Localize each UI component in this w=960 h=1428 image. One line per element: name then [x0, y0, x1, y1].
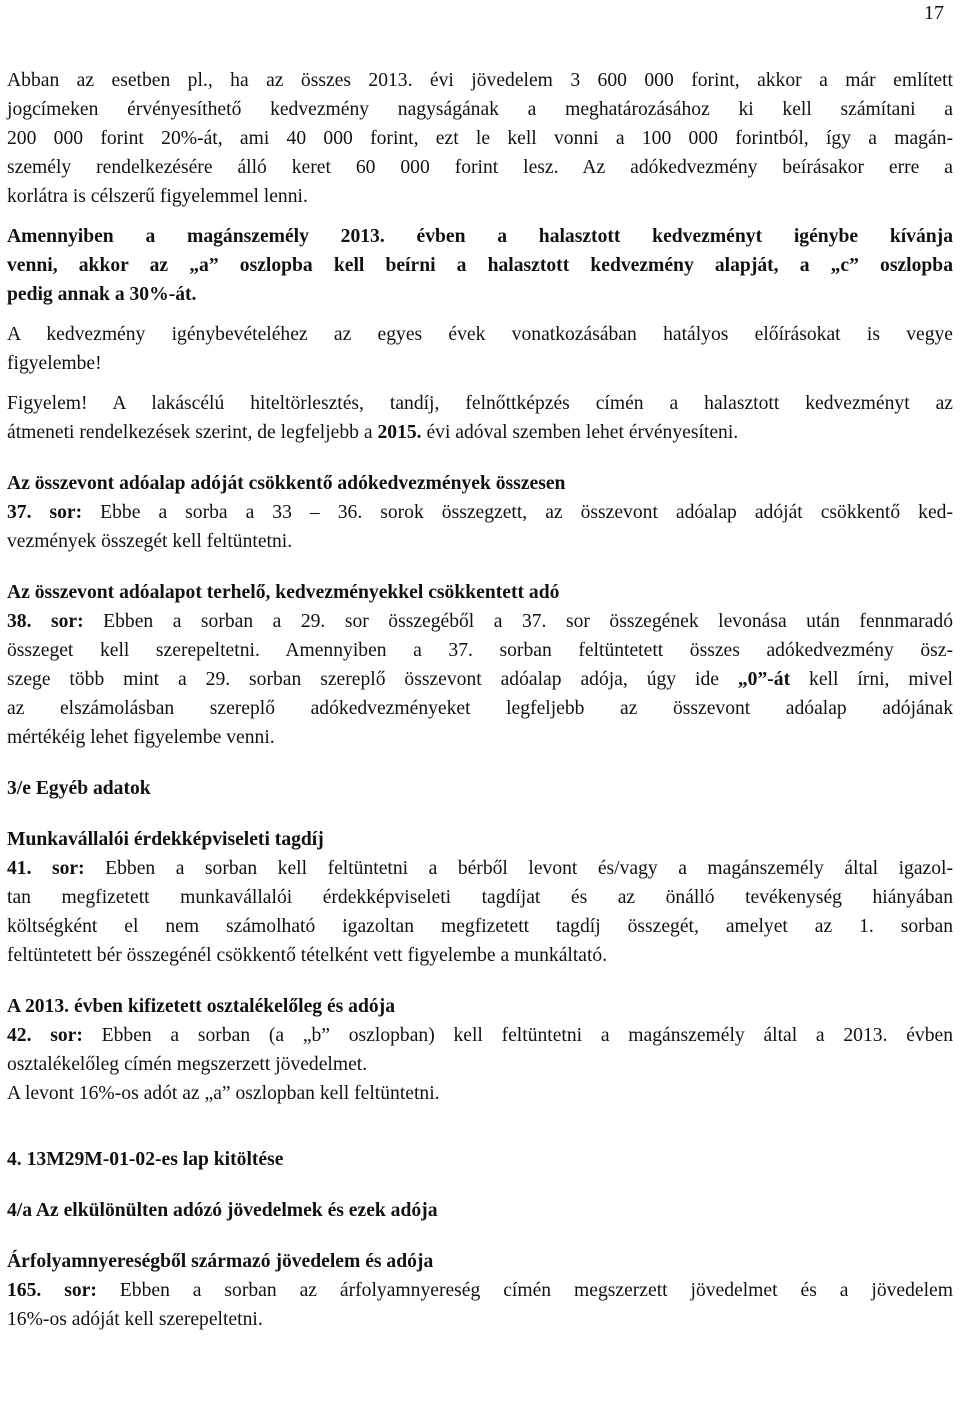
example-paragraph [7, 66, 953, 211]
text-line [7, 854, 953, 883]
text-line: tan megfizetett munkavállalói érdekképviseleti tagdíjat és az önálló tevékenység hiányában [7, 887, 953, 908]
text-line: jogcímeken érvényesíthető kedvezmény nagyságának a meghatározásához ki kell számítani a [7, 99, 953, 120]
text-line: Figyelem! A lakáscélú hiteltörlesztés, tandíj, felnőttképzés címén a halasztott kedvezményt az [7, 393, 953, 414]
text-line: az elszámolásban szereplő adókedvezményeket legfeljebb az összevont adóalap adójának [7, 698, 953, 719]
section-row-165 [7, 1247, 953, 1334]
text-fragment: Ebben a sorban (a „b” oszlopban) kell feltüntetni a magánszemély által a 2013. évben [82, 1025, 953, 1046]
text-line: pedig annak a 30%-át. [7, 284, 197, 305]
text-line [7, 418, 953, 447]
row-label: 165. sor: [7, 1280, 97, 1301]
text-line: 16%-os adóját kell szerepeltetni. [7, 1309, 263, 1330]
text-line: mértékéig lehet figyelembe venni. [7, 727, 275, 748]
year-highlight: 2015. [377, 422, 422, 443]
section-heading: A 2013. évben kifizetett osztalékelőleg és adója [7, 996, 395, 1017]
row-label: 38. sor: [7, 611, 84, 632]
text-line [7, 1276, 953, 1305]
section-heading: Az összevont adóalapot terhelő, kedvezményekkel csökkentett adó [7, 582, 560, 603]
text-fragment: átmeneti rendelkezések szerint, de legfeljebb a [7, 422, 378, 443]
text-line [7, 498, 953, 527]
deferred-benefit-paragraph [7, 222, 953, 309]
text-line: Amennyiben a magánszemély 2013. évben a halasztott kedvezményt igénybe kívánja [7, 226, 953, 247]
text-fragment: Ebben a sorban a 29. sor összegéből a 37. sor összegének levonása után fennmaradó [83, 611, 953, 632]
text-fragment: szege több mint a 29. sorban szereplő összevont adóalap adója, úgy ide [7, 669, 738, 690]
text-line: osztalékelőleg címén megszerzett jövedelmet. [7, 1054, 368, 1075]
page-number: 17 [924, 2, 944, 24]
section-heading: 4. 13M29M-01-02-es lap kitöltése [7, 1149, 284, 1170]
text-line: A kedvezmény igénybevételéhez az egyes évek vonatkozásában hatályos előírásokat is vegye [7, 324, 953, 345]
section-row-41 [7, 825, 953, 970]
text-line: venni, akkor az „a” oszlopba kell beírni a halasztott kedvezmény alapját, a „c” oszlopba [7, 255, 953, 276]
text-fragment: Ebbe a sorba a 33 – 36. sorok összegzett, az összevont adóalap adóját csökkentő ked- [82, 502, 953, 523]
section-row-37 [7, 469, 953, 556]
warning-paragraph [7, 389, 953, 447]
text-line: költségként el nem számolható igazoltan megfizetett tagdíj összegét, amelyet az 1. sorban [7, 916, 953, 937]
text-line: összeget kell szerepeltetni. Amennyiben a 37. sorban feltüntetett összes adókedvezmény ösz- [7, 640, 953, 661]
text-line [7, 1021, 953, 1050]
text-line: Abban az esetben pl., ha az összes 2013. évi jövedelem 3 600 000 forint, akkor a már említett [7, 70, 953, 91]
section-heading: 4/a Az elkülönülten adózó jövedelmek és ezek adója [7, 1200, 438, 1221]
text-line: korlátra is célszerű figyelemmel lenni. [7, 186, 308, 207]
document-body [7, 66, 953, 1345]
section-sheet-4 [7, 1145, 953, 1174]
text-line: személy rendelkezésére álló keret 60 000 forint lesz. Az adókedvezmény beírásakor erre a [7, 157, 953, 178]
section-heading: Munkavállalói érdekképviseleti tagdíj [7, 829, 324, 850]
text-line [7, 607, 953, 636]
text-fragment: Ebben a sorban kell feltüntetni a bérből levont és/vagy a magánszemély által igazol- [84, 858, 953, 879]
section-heading: 3/e Egyéb adatok [7, 778, 151, 799]
section-row-42 [7, 992, 953, 1108]
text-fragment: Ebben a sorban az árfolyamnyereség címén megszerzett jövedelmet és a jövedelem [96, 1280, 953, 1301]
text-line: vezmények összegét kell feltüntetni. [7, 531, 293, 552]
text-line: feltüntetett bér összegénél csökkentő tételként vett figyelembe a munkáltató. [7, 945, 608, 966]
text-fragment: kell írni, mivel [790, 669, 953, 690]
row-label: 41. sor: [7, 858, 85, 879]
text-fragment: évi adóval szemben lehet érvényesíteni. [421, 422, 739, 443]
row-label: 37. sor: [7, 502, 83, 523]
text-line: 200 000 forint 20%-át, ami 40 000 forint, ezt le kell vonni a 100 000 forintból, így a magán- [7, 128, 953, 149]
section-heading: Árfolyamnyereségből származó jövedelem és adója [7, 1251, 434, 1272]
text-line: figyelembe! [7, 353, 102, 374]
section-other-data [7, 774, 953, 803]
text-line [7, 665, 953, 694]
section-heading: Az összevont adóalap adóját csökkentő adókedvezmények összesen [7, 473, 566, 494]
row-label: 42. sor: [7, 1025, 83, 1046]
section-4a [7, 1196, 953, 1225]
regulations-paragraph [7, 320, 953, 378]
text-line: A levont 16%-os adót az „a” oszlopban kell feltüntetni. [7, 1083, 440, 1104]
section-row-38 [7, 578, 953, 752]
zero-highlight: „0”-át [737, 669, 791, 690]
